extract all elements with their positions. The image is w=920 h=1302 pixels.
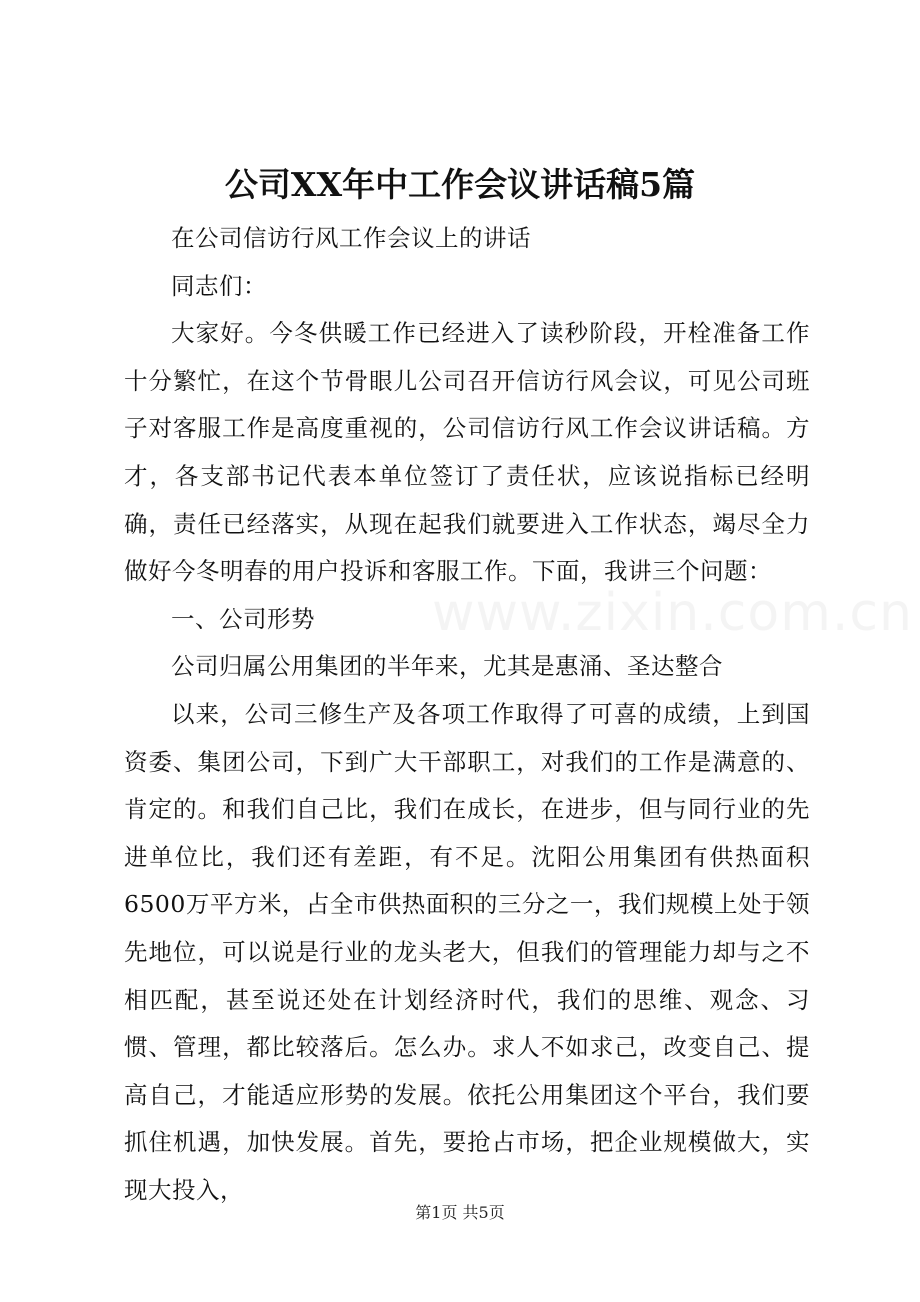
watermark: www.zixin.com.cn [432, 583, 913, 643]
paragraph-section-1-lead: 公司归属公用集团的半年来，尤其是惠涌、圣达整合 [171, 652, 723, 681]
document-body [124, 215, 810, 1214]
paragraph-intro: 大家好。今冬供暖工作已经进入了读秒阶段，开栓准备工作十分繁忙，在这个节骨眼儿公司召开信访行风会议，可见公司班子对客服工作是高度重视的，公司信访行风工作会议讲话稿。方才，各支部书记代表本单位签订了责任状，应该说指标已经明确，责任已经落实，从现在起我们就要进入工作状态，竭尽全力做好今冬明春的用户投诉和客服工作。下面，我讲三个问题： [124, 319, 810, 586]
document-title: 公司XX年中工作会议讲话稿5篇 [224, 165, 696, 204]
page-footer: 第1页 共5页 [415, 1203, 505, 1222]
speech-heading: 在公司信访行风工作会议上的讲话 [171, 224, 531, 252]
salutation: 同志们： [171, 271, 267, 300]
section-heading: 一、公司形势 [171, 604, 315, 633]
paragraph-section-1-body: 以来，公司三修生产及各项工作取得了可喜的成绩，上到国资委、集团公司，下到广大干部职工，对我们的工作是满意的、肯定的。和我们自己比，我们在成长，在进步，但与同行业的先进单位比，我们还有差距，有不足。沈阳公用集团有供热面积6500万平方米，占全市供热面积的三分之一，我们规模上处于领先地位，可以说是行业的龙头老大，但我们的管理能力却与之不相匹配，甚至说还处在计划经济时代，我们的思维、观念、习惯、管理，都比较落后。怎么办。求人不如求己，改变自己、提高自己，才能适应形势的发展。依托公用集团这个平台，我们要抓住机遇，加快发展。首先，要抢占市场，把企业规模做大，实现大投入， [124, 699, 810, 1204]
